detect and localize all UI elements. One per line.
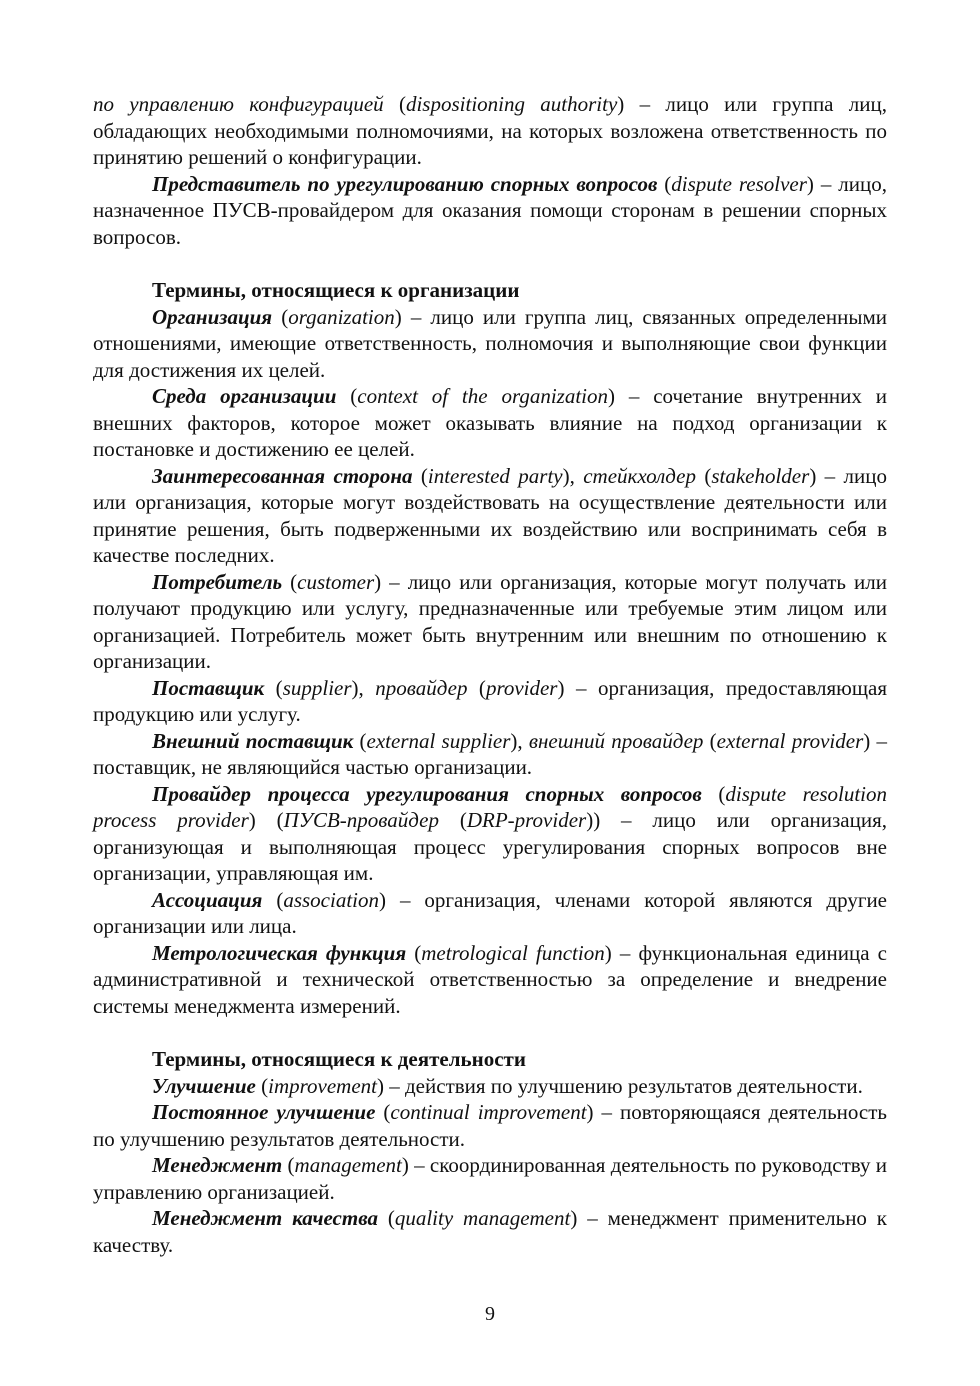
paragraph-interested-party: Заинтересованная сторона (interested party), стейкхолдер (stakeholder) – лицо или организация, которые могут воздействовать на осуществление деятельности или принятие решения, быть подверженными их воздействию или воспринимать себя в качестве последних. bbox=[93, 463, 887, 567]
paragraph-dispute-resolver: Представитель по урегулированию спорных вопросов (dispute resolver) – лицо, назначенное ПУСВ-провайдером для оказания помощи сторонам в решении спорных вопросов. bbox=[93, 171, 887, 249]
document-page bbox=[93, 91, 887, 1258]
paragraph-external-supplier: Внешний поставщик (external supplier), внешний провайдер (external provider) – поставщик, не являющийся частью организации. bbox=[93, 728, 888, 779]
paragraph-improvement: Улучшение (improvement) – действия по улучшению результатов деятельности. bbox=[152, 1073, 863, 1098]
paragraph-continual-improvement: Постоянное улучшение (continual improvement) – повторяющаяся деятельность по улучшению результатов деятельности. bbox=[93, 1100, 887, 1151]
page-number: 9 bbox=[485, 1303, 495, 1325]
paragraph-customer: Потребитель (customer) – лицо или организация, которые могут получать или получают продукцию или услугу, предназначенные или требуемые этим лицом или организацией. Потребитель может быть внутренним или внешним по отношению к организации. bbox=[93, 569, 887, 673]
paragraph-metrological-function: Метрологическая функция (metrological function) – функциональная единица с административной и технической ответственностью за определение и внедрение системы менеджмента измерений. bbox=[93, 940, 887, 1018]
paragraph-quality-management: Менеджмент качества (quality management) – менеджмент применительно к качеству. bbox=[93, 1206, 888, 1257]
paragraph-organization: Организация (organization) – лицо или группа лиц, связанных определенными отношениями, имеющие ответственность, полномочия и выполняющие свои функции для достижения их целей. bbox=[93, 304, 887, 382]
paragraph-drp-provider: Провайдер процесса урегулирования спорных вопросов (dispute resolution process provider) (ПУСВ-провайдер (DRP-provider)) – лицо или организация, организующая и выполняющая процесс урегулирования спорных вопросов вне организации, управляющая им. bbox=[93, 781, 887, 885]
section-heading-activity: Термины, относящиеся к деятельности bbox=[152, 1047, 526, 1071]
paragraph-context: Среда организации (context of the organization) – сочетание внутренних и внешних факторов, которое может оказывать влияние на подход организации к постановке и достижению ее целей. bbox=[93, 384, 887, 461]
paragraph-association: Ассоциация (association) – организация, членами которой являются другие организации или лица. bbox=[93, 887, 887, 938]
section-heading-organization: Термины, относящиеся к организации bbox=[152, 278, 520, 302]
paragraph-supplier: Поставщик (supplier), провайдер (provider) – организация, предоставляющая продукцию или услугу. bbox=[93, 675, 888, 726]
paragraph-dispositioning-authority: по управлению конфигурацией (dispositioning authority) – лицо или группа лиц, обладающих необходимыми полномочиями, на которых возложена ответственность по принятию решений о конфигурации. bbox=[93, 92, 888, 169]
paragraph-management: Менеджмент (management) – скоординированная деятельность по руководству и управлению организацией. bbox=[93, 1153, 887, 1204]
